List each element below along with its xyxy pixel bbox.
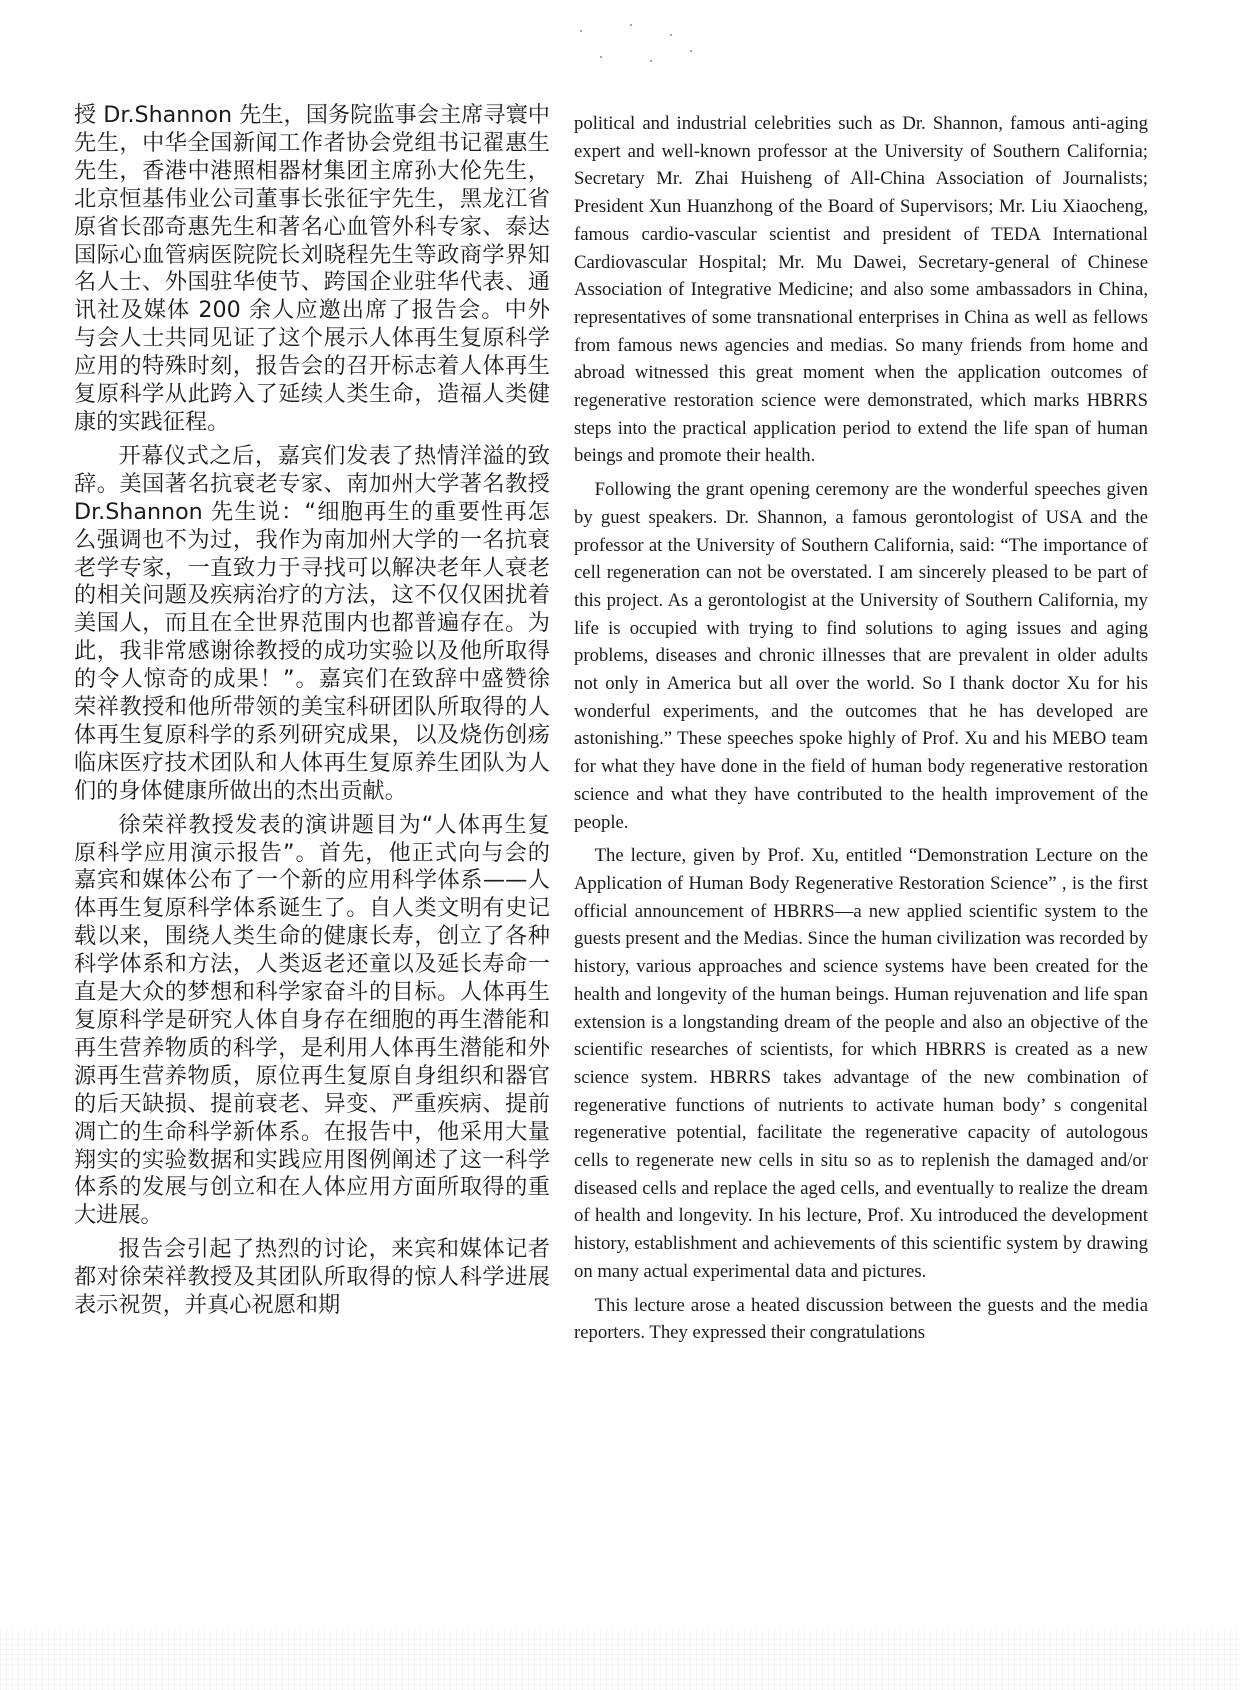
scan-specks: [560, 20, 720, 80]
zh-paragraph-4: 报告会引起了热烈的讨论，来宾和媒体记者都对徐荣祥教授及其团队所取得的惊人科学进展表示祝贺，并真心祝愿和期: [74, 1236, 550, 1319]
zh-paragraph-1: 授 Dr.Shannon 先生，国务院监事会主席寻寰中先生，中华全国新闻工作者协会党组书记翟惠生先生，香港中港照相器材集团主席孙大伦先生，北京恒基伟业公司董事长张征宇先生，黑龙江省原省长邵奇惠先生和著名心血管外科专家、泰达国际心血管病医院院长刘晓程先生等政商学界知名人士、外国驻华使节、跨国企业驻华代表、通讯社及媒体 200 余人应邀出席了报告会。中外与会人士共同见证了这个展示人体再生复原科学应用的特殊时刻，报告会的召开标志着人体再生复原科学从此跨入了延续人类生命，造福人类健康的实践征程。: [74, 102, 550, 435]
scan-noise-footer: [0, 1630, 1240, 1690]
en-paragraph-3: The lecture, given by Prof. Xu, entitled “Demonstration Lecture on the Application of Human Body Regenerative Restoration Science” , is the first official announcement of HBRRS—a new applied scientific system to the guests present and the Medias. Since the human civilization was recorded by history, various approaches and science systems have been created for the health and longevity of the human beings. Human rejuvenation and life span extension is a longstanding dream of the people and also an objective of the scientific researches of scientists, for which HBRRS is created as a new science system. HBRRS takes advantage of the new combination of regenerative functions of nutrients to activate human body’ s congenital regenerative potential, facilitate the regenerative capacity of autologous cells to regenerate new cells in situ so as to replenish the damaged and/or diseased cells and replace the aged cells, and eventually to realize the dream of health and longevity. In his lecture, Prof. Xu introduced the development history, establishment and achievements of this scientific system by drawing on many actual experimental data and pictures.: [574, 845, 1148, 1282]
chinese-text-column: [74, 102, 550, 1320]
en-paragraph-1: political and industrial celebrities such as Dr. Shannon, famous anti-aging expert and well-known professor at the University of Southern California; Secretary Mr. Zhai Huisheng of All-China Association of Journalists; President Xun Huanzhong of the Board of Supervisors; Mr. Liu Xiaocheng, famous cardio-vascular scientist and president of TEDA International Cardiovascular Hospital; Mr. Mu Dawei, Secretary-general of Chinese Association of Integrative Medicine; and also some ambassadors in China, representatives of some transnational enterprises in China as well as fellows from famous news agencies and medias. So many friends from home and abroad witnessed this great moment when the application outcomes of regenerative restoration science were demonstrated, which marks HBRRS steps into the practical application period to extend the life span of human beings and promote their health.: [574, 113, 1148, 467]
english-text-column: [574, 110, 1148, 1347]
zh-paragraph-3: 徐荣祥教授发表的演讲题目为“人体再生复原科学应用演示报告”。首先，他正式向与会的嘉宾和媒体公布了一个新的应用科学体系——人体再生复原科学体系诞生了。自人类文明有史记载以来，围绕人类生命的健康长寿，创立了各种科学体系和方法，人类返老还童以及延长寿命一直是大众的梦想和科学家奋斗的目标。人体再生复原科学是研究人体自身存在细胞的再生潜能和再生营养物质的科学，是利用人体再生潜能和外源再生营养物质，原位再生复原自身组织和器官的后天缺损、提前衰老、异变、严重疾病、提前凋亡的生命科学新体系。在报告中，他采用大量翔实的实验数据和实践应用图例阐述了这一科学体系的发展与创立和在人体应用方面所取得的重大进展。: [74, 811, 550, 1229]
en-paragraph-4: This lecture arose a heated discussion between the guests and the media reporters. They expressed their congratulations: [574, 1294, 1148, 1344]
zh-paragraph-2: 开幕仪式之后，嘉宾们发表了热情洋溢的致辞。美国著名抗衰老专家、南加州大学著名教授 Dr.Shannon 先生说：“细胞再生的重要性再怎么强调也不为过，我作为南加州大学的一名抗衰老学专家，一直致力于寻找可以解决老年人衰老的相关问题及疾病治疗的方法，这不仅仅困扰着美国人，而且在全世界范围内也都普遍存在。为此，我非常感谢徐教授的成功实验以及他所取得的令人惊奇的成果！”。嘉宾们在致辞中盛赞徐荣祥教授和他所带领的美宝科研团队所取得的人体再生复原科学的系列研究成果，以及烧伤创疡临床医疗技术团队和人体再生复原养生团队为人们的身体健康所做出的杰出贡献。: [74, 442, 550, 804]
en-paragraph-2: Following the grant opening ceremony are the wonderful speeches given by guest speakers. Dr. Shannon, a famous gerontologist of USA and the professor at the University of Southern California, said: “The importance of cell regeneration can not be overstated. I am sincerely pleased to be part of this project. As a gerontologist at the University of Southern California, my life is occupied with trying to find solutions to aging issues and aging problems, diseases and chronic illnesses that are prevalent in older adults not only in America but all over the world. So I thank doctor Xu for his wonderful experiments, and the outcomes that he has developed are astonishing.” These speeches spoke highly of Prof. Xu and his MEBO team for what they have done in the field of human body regenerative restoration science and what they have contributed to the health improvement of the people.: [574, 479, 1148, 833]
